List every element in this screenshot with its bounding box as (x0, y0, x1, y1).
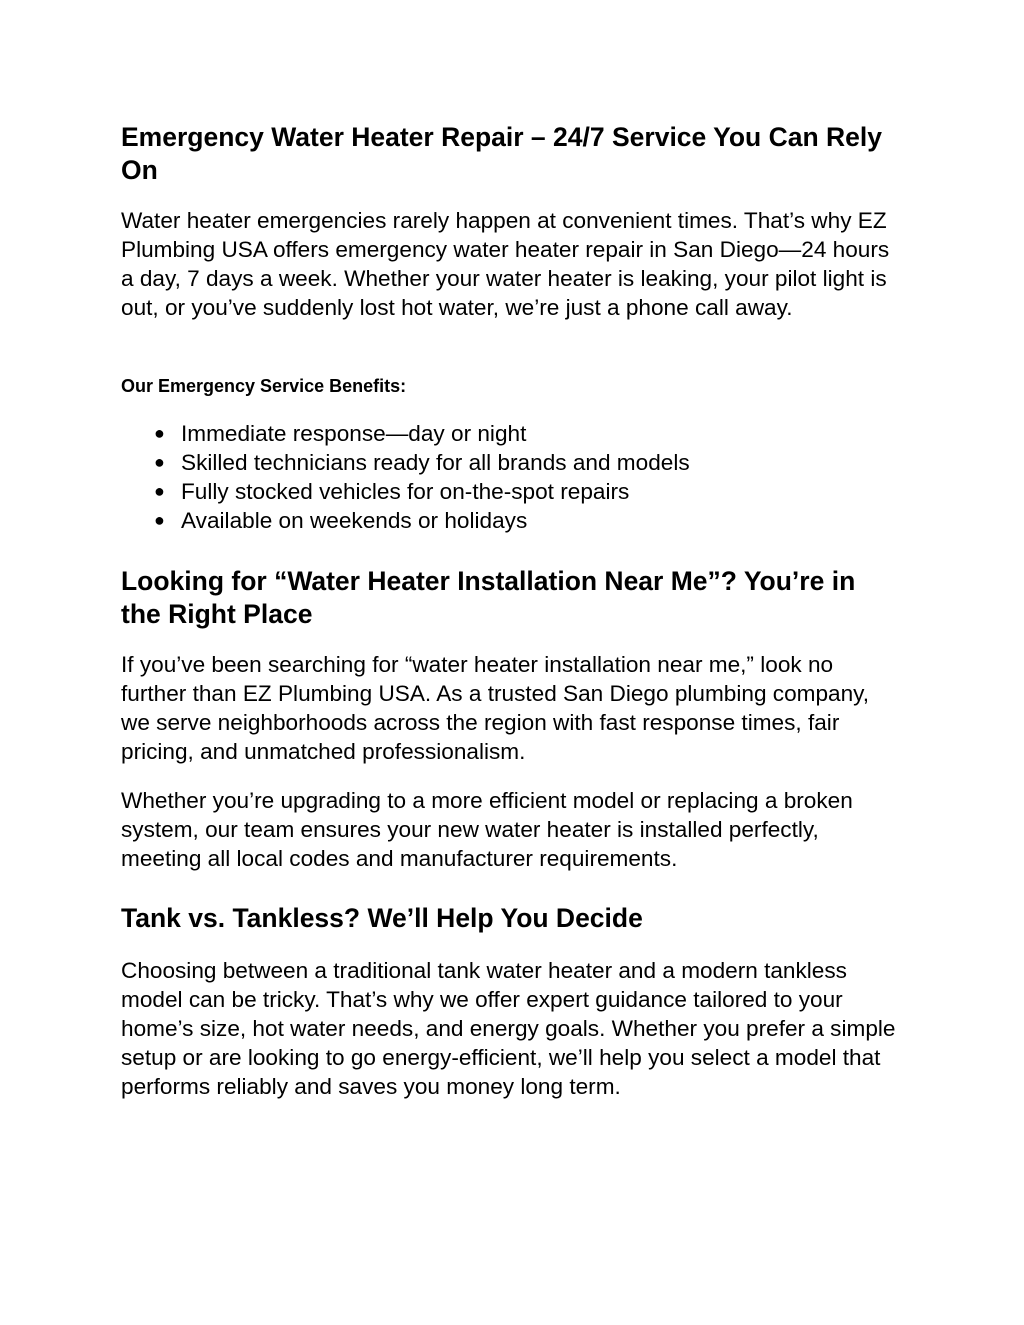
bullet-icon: ● (154, 481, 165, 501)
bullet-icon: ● (154, 510, 165, 530)
section-heading-tank-vs-tankless: Tank vs. Tankless? We’ll Help You Decide (121, 903, 643, 933)
benefits-list (121, 419, 896, 535)
list-item-text: Fully stocked vehicles for on-the-spot repairs (181, 479, 630, 504)
paragraph-installation-intro: If you’ve been searching for “water heater installation near me,” look no further than EZ Plumbing USA. As a trusted San Diego plumbing company, we serve neighborhoods across the region with fast response times, fair pricing, and unmatched professionalism. (121, 652, 870, 764)
paragraph-installation-details: Whether you’re upgrading to a more efficient model or replacing a broken system, our team ensures your new water heater is installed perfectly, meeting all local codes and manufacturer requirements. (121, 788, 853, 871)
list-item-text: Immediate response—day or night (181, 421, 527, 446)
section-heading-emergency-repair: Emergency Water Heater Repair – 24/7 Service You Can Rely On (121, 122, 883, 185)
paragraph-emergency-intro: Water heater emergencies rarely happen at convenient times. That’s why EZ Plumbing USA offers emergency water heater repair in San Diego—24 hours a day, 7 days a week. Whether your water heater is leaking, your pilot light is out, or you’ve suddenly lost hot water, we’re just a phone call away. (121, 208, 890, 320)
list-item (121, 419, 896, 448)
subheading-service-benefits: Our Emergency Service Benefits: (121, 376, 407, 396)
list-item-text: Available on weekends or holidays (181, 508, 528, 533)
list-item (121, 506, 896, 535)
bullet-icon: ● (154, 452, 165, 472)
paragraph-tank-vs-tankless: Choosing between a traditional tank water heater and a modern tankless model can be tricky. That’s why we offer expert guidance tailored to your home’s size, hot water needs, and energy goals. Whether you prefer a simple setup or are looking to go energy-efficient, we’ll help you select a model that performs reliably and saves you money long term. (121, 958, 896, 1099)
list-item (121, 448, 896, 477)
section-heading-installation: Looking for “Water Heater Installation Near Me”? You’re in the Right Place (121, 566, 856, 629)
bullet-icon: ● (154, 423, 165, 443)
list-item-text: Skilled technicians ready for all brands and models (181, 450, 690, 475)
list-item (121, 477, 896, 506)
